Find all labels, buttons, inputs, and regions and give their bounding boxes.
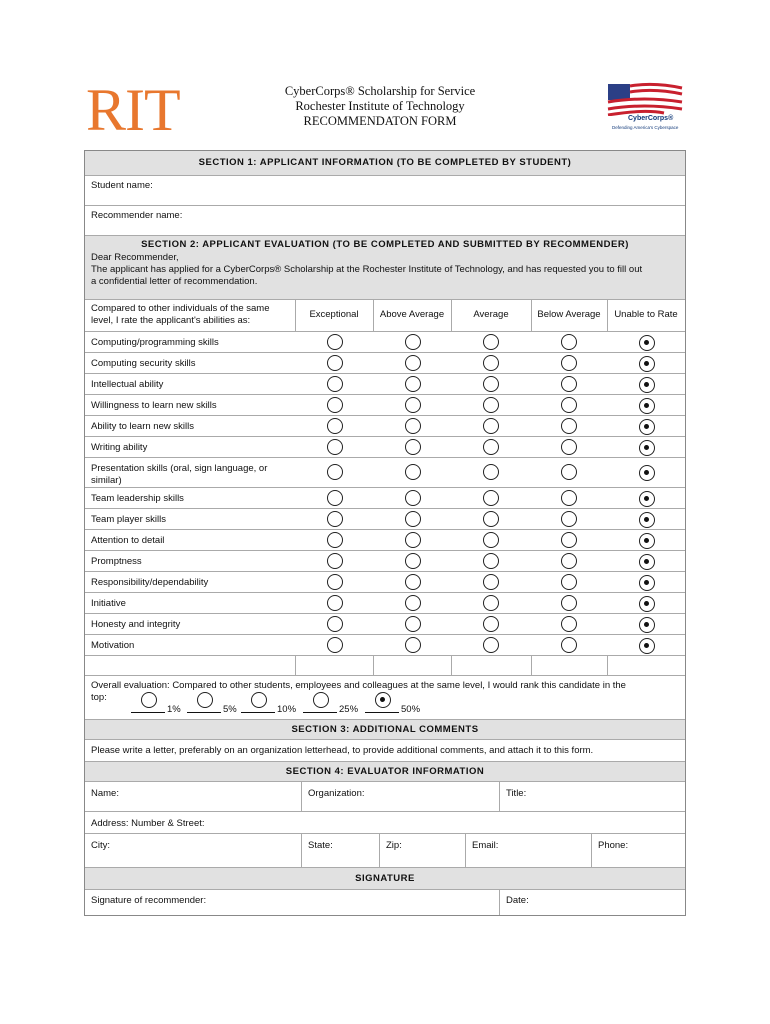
- overall-evaluation: [85, 675, 685, 719]
- rating-radio-2[interactable]: [483, 532, 499, 548]
- rating-row: [85, 457, 685, 487]
- percent-radio-2[interactable]: [251, 692, 267, 708]
- rating-radio-0[interactable]: [327, 490, 343, 506]
- rating-radio-4[interactable]: [639, 440, 655, 456]
- rating-radio-4[interactable]: [639, 356, 655, 372]
- rating-radio-1[interactable]: [405, 397, 421, 413]
- organization-label: Organization:: [308, 788, 365, 799]
- rating-radio-0[interactable]: [327, 532, 343, 548]
- rating-radio-2[interactable]: [483, 637, 499, 653]
- percent-label-1: 5%: [223, 704, 237, 715]
- skill-label: Honesty and integrity: [91, 619, 181, 630]
- rating-row: [85, 373, 685, 394]
- rating-radio-4[interactable]: [639, 554, 655, 570]
- rating-radio-1[interactable]: [405, 574, 421, 590]
- skill-label: Team player skills: [91, 514, 166, 525]
- state-label: State:: [308, 840, 333, 851]
- rit-logo: RIT: [86, 77, 180, 143]
- signature-label: Signature of recommender:: [91, 895, 207, 906]
- rating-radio-2[interactable]: [483, 439, 499, 455]
- recommender-name-label: Recommender name:: [91, 210, 183, 221]
- rating-radio-0[interactable]: [327, 418, 343, 434]
- email-label: Email:: [472, 840, 499, 851]
- column-header-2: Average: [473, 309, 509, 320]
- percent-label-4: 50%: [401, 704, 421, 715]
- rating-radio-3[interactable]: [561, 334, 577, 350]
- skill-label-cont: similar): [91, 475, 122, 486]
- rating-row: [85, 592, 685, 613]
- section2-intro: [85, 235, 685, 299]
- rating-radio-1[interactable]: [405, 595, 421, 611]
- rating-radio-0[interactable]: [327, 376, 343, 392]
- rating-radio-4[interactable]: [639, 491, 655, 507]
- rating-radio-3[interactable]: [561, 355, 577, 371]
- zip-label: Zip:: [386, 840, 402, 851]
- rating-radio-4[interactable]: [639, 377, 655, 393]
- rating-radio-2[interactable]: [483, 464, 499, 480]
- signature-header: SIGNATURE: [85, 867, 685, 889]
- recommender-name-row: [85, 205, 685, 235]
- rating-radio-4[interactable]: [639, 575, 655, 591]
- salutation: Dear Recommender,: [91, 252, 179, 263]
- signature-row: [85, 889, 685, 915]
- section3-body: [85, 739, 685, 761]
- address-label: Address: Number & Street:: [91, 818, 205, 829]
- recommendation-form: [84, 150, 686, 916]
- rating-radio-2[interactable]: [483, 574, 499, 590]
- rating-radio-4[interactable]: [639, 512, 655, 528]
- rating-radio-2[interactable]: [483, 490, 499, 506]
- name-org-title-row: [85, 781, 685, 811]
- compare-line-1: Compared to other individuals of the same: [91, 303, 270, 314]
- skill-label: Intellectual ability: [91, 379, 164, 390]
- rating-radio-3[interactable]: [561, 553, 577, 569]
- skill-label: Promptness: [91, 556, 142, 567]
- skill-label: Ability to learn new skills: [91, 421, 194, 432]
- blank-row: [85, 655, 685, 675]
- rating-radio-3[interactable]: [561, 595, 577, 611]
- rating-row: [85, 550, 685, 571]
- rating-radio-2[interactable]: [483, 595, 499, 611]
- percent-radio-1[interactable]: [197, 692, 213, 708]
- name-label: Name:: [91, 788, 119, 799]
- rating-radio-2[interactable]: [483, 376, 499, 392]
- percent-label-2: 10%: [277, 704, 297, 715]
- rating-radio-0[interactable]: [327, 397, 343, 413]
- rating-radio-2[interactable]: [483, 553, 499, 569]
- skill-label: Computing/programming skills: [91, 337, 219, 348]
- rating-radio-0[interactable]: [327, 511, 343, 527]
- rating-radio-3[interactable]: [561, 439, 577, 455]
- rating-radio-3[interactable]: [561, 464, 577, 480]
- rating-radio-3[interactable]: [561, 490, 577, 506]
- rating-radio-1[interactable]: [405, 464, 421, 480]
- rating-radio-0[interactable]: [327, 334, 343, 350]
- skill-label: Writing ability: [91, 442, 148, 453]
- rating-radio-1[interactable]: [405, 439, 421, 455]
- skill-label: Responsibility/dependability: [91, 577, 209, 588]
- rating-radio-3[interactable]: [561, 397, 577, 413]
- rating-radio-2[interactable]: [483, 418, 499, 434]
- rating-radio-3[interactable]: [561, 637, 577, 653]
- rating-radio-0[interactable]: [327, 574, 343, 590]
- rating-radio-0[interactable]: [327, 553, 343, 569]
- column-header-0: Exceptional: [309, 309, 359, 320]
- section3-text: Please write a letter, preferably on an organization letterhead, to provide additional comments, and attach it to this form.: [91, 745, 594, 756]
- percent-radio-3[interactable]: [313, 692, 329, 708]
- percent-label-0: 1%: [167, 704, 181, 715]
- rating-radio-1[interactable]: [405, 418, 421, 434]
- rating-row: [85, 436, 685, 457]
- skill-label: Presentation skills (oral, sign language, or: [91, 463, 268, 474]
- rating-row: [85, 394, 685, 415]
- percent-radio-0[interactable]: [141, 692, 157, 708]
- intro-line-1: The applicant has applied for a CyberCorps® Scholarship at the Rochester Institute of Technology, and has requested you to fill out: [91, 264, 643, 275]
- rating-radio-0[interactable]: [327, 637, 343, 653]
- rating-radio-4[interactable]: [639, 617, 655, 633]
- rating-radio-0[interactable]: [327, 595, 343, 611]
- skill-label: Motivation: [91, 640, 135, 651]
- rating-radio-4[interactable]: [639, 533, 655, 549]
- rating-radio-1[interactable]: [405, 532, 421, 548]
- rating-radio-2[interactable]: [483, 334, 499, 350]
- rating-radio-4[interactable]: [639, 335, 655, 351]
- header-form-name: RECOMMENDATON FORM: [303, 114, 457, 128]
- rating-row: [85, 487, 685, 508]
- rating-radio-4[interactable]: [639, 465, 655, 481]
- rating-row: [85, 634, 685, 655]
- rating-row: [85, 352, 685, 373]
- rating-row: [85, 415, 685, 436]
- title-label: Title:: [506, 788, 527, 799]
- rating-row: [85, 331, 685, 352]
- rating-radio-1[interactable]: [405, 376, 421, 392]
- skill-label: Attention to detail: [91, 535, 165, 546]
- intro-line-2: a confidential letter of recommendation.: [91, 276, 258, 287]
- address-row: [85, 811, 685, 833]
- rating-radio-3[interactable]: [561, 511, 577, 527]
- percent-radio-4[interactable]: [375, 692, 391, 708]
- rating-radio-3[interactable]: [561, 616, 577, 632]
- compare-line-2: level, I rate the applicant's abilities as:: [91, 315, 251, 326]
- rating-radio-3[interactable]: [561, 376, 577, 392]
- rating-row: [85, 529, 685, 550]
- rating-radio-2[interactable]: [483, 355, 499, 371]
- rating-radio-1[interactable]: [405, 616, 421, 632]
- section4-header: SECTION 4: EVALUATOR INFORMATION: [85, 761, 685, 781]
- cybercorps-tagline: Defending America's Cyberspace: [612, 125, 679, 130]
- rating-radio-4[interactable]: [639, 596, 655, 612]
- rating-radio-1[interactable]: [405, 490, 421, 506]
- cybercorps-brand: CyberCorps®: [628, 115, 674, 122]
- rating-radio-2[interactable]: [483, 616, 499, 632]
- rating-radio-1[interactable]: [405, 355, 421, 371]
- rating-radio-1[interactable]: [405, 637, 421, 653]
- rating-radio-2[interactable]: [483, 511, 499, 527]
- section3-header: SECTION 3: ADDITIONAL COMMENTS: [85, 719, 685, 739]
- rating-radio-0[interactable]: [327, 355, 343, 371]
- rating-radio-4[interactable]: [639, 398, 655, 414]
- column-header-1: Above Average: [379, 309, 445, 320]
- skill-label: Willingness to learn new skills: [91, 400, 217, 411]
- rating-radio-0[interactable]: [327, 439, 343, 455]
- overall-line-2: top:: [91, 692, 107, 703]
- flag-graphic: [604, 82, 684, 116]
- rating-radio-1[interactable]: [405, 334, 421, 350]
- rating-radio-3[interactable]: [561, 574, 577, 590]
- rating-radio-1[interactable]: [405, 553, 421, 569]
- skill-label: Team leadership skills: [91, 493, 184, 504]
- rating-radio-3[interactable]: [561, 532, 577, 548]
- rating-radio-2[interactable]: [483, 397, 499, 413]
- city-state-zip-row: [85, 833, 685, 867]
- column-header-4: Unable to Rate: [614, 309, 678, 320]
- header-title: CyberCorps® Scholarship for Service: [284, 84, 476, 98]
- skill-label: Initiative: [91, 598, 126, 609]
- city-label: City:: [91, 840, 110, 851]
- percent-label-3: 25%: [339, 704, 359, 715]
- section2-header: SECTION 2: APPLICANT EVALUATION (TO BE COMPLETED AND SUBMITTED BY RECOMMENDER): [141, 239, 629, 250]
- ratings-header-row: [85, 299, 685, 331]
- form-header: [250, 84, 510, 129]
- phone-label: Phone:: [598, 840, 629, 851]
- header-institution: Rochester Institute of Technology: [295, 99, 465, 113]
- rating-radio-4[interactable]: [639, 419, 655, 435]
- rating-radio-1[interactable]: [405, 511, 421, 527]
- rating-row: [85, 613, 685, 634]
- rating-radio-3[interactable]: [561, 418, 577, 434]
- overall-line-1: Overall evaluation: Compared to other students, employees and colleagues at the same level, I would rank this candidate in the: [91, 680, 626, 691]
- rating-row: [85, 571, 685, 592]
- rating-radio-0[interactable]: [327, 464, 343, 480]
- rating-radio-0[interactable]: [327, 616, 343, 632]
- date-label: Date:: [506, 895, 529, 906]
- student-name-row: [85, 175, 685, 205]
- column-header-3: Below Average: [537, 309, 601, 320]
- section1-header: SECTION 1: APPLICANT INFORMATION (TO BE COMPLETED BY STUDENT): [85, 151, 685, 175]
- rating-row: [85, 508, 685, 529]
- rating-radio-4[interactable]: [639, 638, 655, 654]
- student-name-label: Student name:: [91, 180, 153, 191]
- skill-label: Computing security skills: [91, 358, 196, 369]
- cybercorps-logo: [604, 82, 684, 134]
